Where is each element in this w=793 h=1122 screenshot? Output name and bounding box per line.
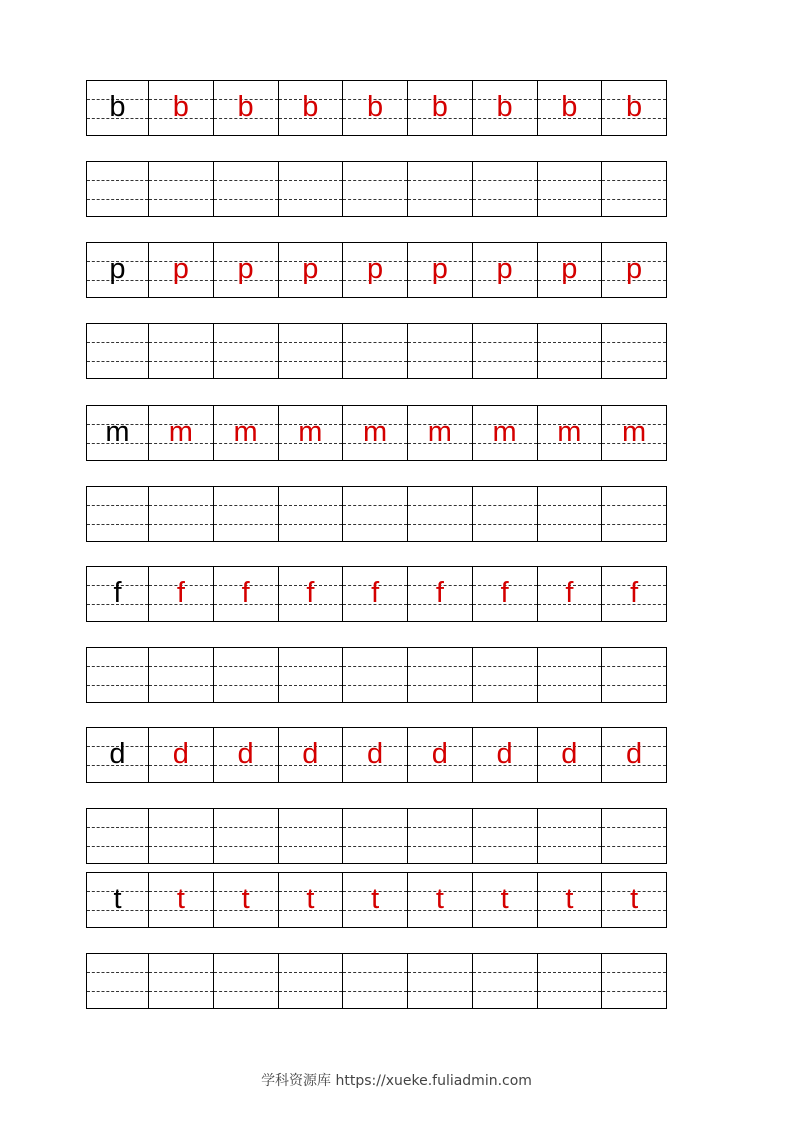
trace-letter: p: [172, 252, 189, 285]
model-letter: m: [105, 415, 130, 448]
practice-cell[interactable]: [278, 406, 343, 460]
trace-letter: [473, 487, 537, 541]
practice-cell[interactable]: [537, 81, 602, 135]
footer-watermark: 学科资源库 https://xueke.fuliadmin.com: [261, 1073, 532, 1089]
trace-letter: b: [172, 90, 189, 123]
model-letter: [87, 324, 148, 378]
trace-letter: m: [298, 415, 323, 448]
practice-cell[interactable]: [342, 406, 407, 460]
model-cell[interactable]: [87, 567, 148, 621]
practice-cell[interactable]: [148, 728, 213, 782]
practice-cell[interactable]: [601, 324, 666, 378]
practice-cell[interactable]: [148, 487, 213, 541]
trace-letter: [538, 324, 602, 378]
letter-row-p: [86, 242, 667, 298]
practice-cell[interactable]: [213, 567, 278, 621]
practice-cell[interactable]: [472, 648, 537, 702]
trace-letter: f: [371, 576, 380, 609]
practice-cell[interactable]: [601, 809, 666, 863]
trace-letter: [538, 162, 602, 216]
practice-cell[interactable]: [601, 162, 666, 216]
trace-letter: m: [427, 415, 452, 448]
trace-letter: [214, 162, 278, 216]
trace-letter: [343, 954, 407, 1008]
practice-cell[interactable]: [472, 243, 537, 297]
trace-letter: b: [431, 90, 448, 123]
trace-letter: d: [302, 737, 319, 770]
practice-cell[interactable]: [601, 487, 666, 541]
practice-cell[interactable]: [342, 243, 407, 297]
trace-letter: [602, 954, 666, 1008]
practice-cell[interactable]: [342, 648, 407, 702]
practice-cell[interactable]: [407, 954, 472, 1008]
letter-row-t: [86, 872, 667, 928]
practice-cell[interactable]: [472, 728, 537, 782]
trace-letter: [149, 324, 213, 378]
practice-cell[interactable]: [148, 406, 213, 460]
practice-cell[interactable]: [342, 809, 407, 863]
practice-cell[interactable]: [537, 954, 602, 1008]
trace-letter: m: [233, 415, 258, 448]
trace-letter: p: [367, 252, 384, 285]
practice-cell[interactable]: [342, 162, 407, 216]
trace-letter: [149, 648, 213, 702]
practice-cell[interactable]: [213, 954, 278, 1008]
practice-cell[interactable]: [407, 728, 472, 782]
practice-cell[interactable]: [148, 162, 213, 216]
practice-cell[interactable]: [537, 324, 602, 378]
trace-letter: [343, 648, 407, 702]
trace-letter: m: [622, 415, 647, 448]
trace-letter: [473, 954, 537, 1008]
trace-letter: m: [492, 415, 517, 448]
practice-cell[interactable]: [278, 81, 343, 135]
blank-practice-row: [86, 647, 667, 703]
trace-letter: [408, 809, 472, 863]
model-letter: p: [109, 252, 126, 285]
practice-cell[interactable]: [472, 567, 537, 621]
trace-letter: [343, 487, 407, 541]
practice-cell[interactable]: [472, 324, 537, 378]
trace-letter: t: [176, 882, 185, 915]
trace-letter: b: [367, 90, 384, 123]
trace-letter: [279, 324, 343, 378]
practice-cell[interactable]: [278, 954, 343, 1008]
practice-cell[interactable]: [278, 728, 343, 782]
model-letter: d: [109, 737, 126, 770]
model-letter: [87, 954, 148, 1008]
model-cell[interactable]: [87, 728, 148, 782]
trace-letter: b: [302, 90, 319, 123]
practice-cell[interactable]: [472, 406, 537, 460]
practice-cell[interactable]: [472, 487, 537, 541]
trace-letter: [149, 487, 213, 541]
letter-row-m: [86, 405, 667, 461]
practice-cell[interactable]: [537, 873, 602, 927]
trace-letter: [279, 487, 343, 541]
trace-letter: m: [168, 415, 193, 448]
practice-cell[interactable]: [601, 648, 666, 702]
practice-cell[interactable]: [537, 809, 602, 863]
practice-cell[interactable]: [148, 243, 213, 297]
trace-letter: t: [306, 882, 315, 915]
practice-cell[interactable]: [342, 567, 407, 621]
model-letter: [87, 162, 148, 216]
trace-letter: [343, 162, 407, 216]
practice-cell[interactable]: [407, 324, 472, 378]
trace-letter: d: [626, 737, 643, 770]
trace-letter: f: [565, 576, 574, 609]
letter-row-b: [86, 80, 667, 136]
practice-cell[interactable]: [407, 81, 472, 135]
practice-cell[interactable]: [278, 243, 343, 297]
practice-cell[interactable]: [407, 406, 472, 460]
practice-cell[interactable]: [213, 243, 278, 297]
trace-letter: t: [565, 882, 574, 915]
model-cell[interactable]: [87, 406, 148, 460]
letter-row-f: [86, 566, 667, 622]
trace-letter: [149, 954, 213, 1008]
practice-cell[interactable]: [407, 648, 472, 702]
trace-letter: [279, 648, 343, 702]
practice-cell[interactable]: [213, 648, 278, 702]
practice-cell[interactable]: [537, 406, 602, 460]
trace-letter: d: [496, 737, 513, 770]
model-cell[interactable]: [87, 954, 148, 1008]
trace-letter: d: [561, 737, 578, 770]
practice-cell[interactable]: [537, 728, 602, 782]
trace-letter: [149, 162, 213, 216]
practice-cell[interactable]: [407, 809, 472, 863]
trace-letter: [473, 162, 537, 216]
trace-letter: p: [496, 252, 513, 285]
trace-letter: p: [302, 252, 319, 285]
practice-cell[interactable]: [537, 162, 602, 216]
practice-cell[interactable]: [148, 648, 213, 702]
practice-cell[interactable]: [601, 873, 666, 927]
trace-letter: [538, 487, 602, 541]
trace-letter: d: [431, 737, 448, 770]
practice-cell[interactable]: [278, 873, 343, 927]
practice-cell[interactable]: [537, 648, 602, 702]
practice-cell[interactable]: [213, 809, 278, 863]
trace-letter: [343, 324, 407, 378]
practice-cell[interactable]: [342, 487, 407, 541]
practice-cell[interactable]: [342, 81, 407, 135]
trace-letter: [279, 954, 343, 1008]
practice-cell[interactable]: [407, 243, 472, 297]
practice-cell[interactable]: [278, 809, 343, 863]
practice-cell[interactable]: [601, 243, 666, 297]
practice-cell[interactable]: [213, 728, 278, 782]
model-cell[interactable]: [87, 81, 148, 135]
trace-letter: m: [363, 415, 388, 448]
practice-cell[interactable]: [278, 162, 343, 216]
trace-letter: [214, 954, 278, 1008]
trace-letter: t: [371, 882, 380, 915]
trace-letter: b: [496, 90, 513, 123]
trace-letter: b: [626, 90, 643, 123]
trace-letter: b: [561, 90, 578, 123]
practice-cell[interactable]: [213, 324, 278, 378]
trace-letter: [602, 487, 666, 541]
trace-letter: [538, 954, 602, 1008]
trace-letter: [473, 648, 537, 702]
blank-practice-row: [86, 161, 667, 217]
model-letter: t: [113, 882, 122, 915]
trace-letter: t: [630, 882, 639, 915]
trace-letter: [602, 809, 666, 863]
practice-cell[interactable]: [407, 487, 472, 541]
practice-cell[interactable]: [213, 81, 278, 135]
practice-cell[interactable]: [278, 324, 343, 378]
practice-cell[interactable]: [472, 954, 537, 1008]
practice-cell[interactable]: [601, 728, 666, 782]
practice-cell[interactable]: [472, 809, 537, 863]
trace-letter: f: [435, 576, 444, 609]
practice-cell[interactable]: [213, 873, 278, 927]
trace-letter: [602, 324, 666, 378]
practice-cell[interactable]: [213, 406, 278, 460]
trace-letter: d: [237, 737, 254, 770]
trace-letter: f: [500, 576, 509, 609]
trace-letter: [149, 809, 213, 863]
trace-letter: f: [306, 576, 315, 609]
practice-cell[interactable]: [278, 648, 343, 702]
blank-practice-row: [86, 953, 667, 1009]
model-letter: [87, 809, 148, 863]
trace-letter: t: [241, 882, 250, 915]
practice-cell[interactable]: [278, 567, 343, 621]
practice-cell[interactable]: [472, 81, 537, 135]
model-cell[interactable]: [87, 648, 148, 702]
model-cell[interactable]: [87, 873, 148, 927]
trace-letter: [538, 809, 602, 863]
model-cell[interactable]: [87, 487, 148, 541]
trace-letter: p: [626, 252, 643, 285]
blank-practice-row: [86, 323, 667, 379]
trace-letter: p: [431, 252, 448, 285]
blank-practice-row: [86, 808, 667, 864]
practice-cell[interactable]: [537, 487, 602, 541]
practice-cell[interactable]: [148, 873, 213, 927]
trace-letter: [214, 648, 278, 702]
trace-letter: [279, 809, 343, 863]
trace-letter: d: [367, 737, 384, 770]
practice-cell[interactable]: [278, 487, 343, 541]
practice-cell[interactable]: [148, 954, 213, 1008]
model-letter: b: [109, 90, 126, 123]
model-letter: [87, 487, 148, 541]
practice-cell[interactable]: [148, 81, 213, 135]
practice-cell[interactable]: [213, 487, 278, 541]
model-cell[interactable]: [87, 809, 148, 863]
practice-cell[interactable]: [537, 567, 602, 621]
practice-cell[interactable]: [213, 162, 278, 216]
blank-practice-row: [86, 486, 667, 542]
practice-cell[interactable]: [342, 728, 407, 782]
trace-letter: m: [557, 415, 582, 448]
trace-letter: [602, 648, 666, 702]
practice-cell[interactable]: [601, 567, 666, 621]
trace-letter: [602, 162, 666, 216]
trace-letter: [473, 809, 537, 863]
trace-letter: t: [435, 882, 444, 915]
trace-letter: [408, 487, 472, 541]
trace-letter: d: [172, 737, 189, 770]
practice-cell[interactable]: [407, 873, 472, 927]
letter-row-d: [86, 727, 667, 783]
trace-letter: [214, 487, 278, 541]
practice-cell[interactable]: [342, 324, 407, 378]
practice-cell[interactable]: [148, 567, 213, 621]
trace-letter: f: [630, 576, 639, 609]
practice-cell[interactable]: [537, 243, 602, 297]
trace-letter: f: [241, 576, 250, 609]
model-cell[interactable]: [87, 243, 148, 297]
trace-letter: [408, 954, 472, 1008]
trace-letter: [279, 162, 343, 216]
trace-letter: b: [237, 90, 254, 123]
trace-letter: [408, 324, 472, 378]
trace-letter: [473, 324, 537, 378]
practice-cell[interactable]: [407, 567, 472, 621]
trace-letter: [408, 648, 472, 702]
practice-cell[interactable]: [342, 954, 407, 1008]
trace-letter: [538, 648, 602, 702]
trace-letter: f: [176, 576, 185, 609]
practice-cell[interactable]: [407, 162, 472, 216]
model-letter: f: [113, 576, 122, 609]
model-letter: [87, 648, 148, 702]
practice-cell[interactable]: [342, 873, 407, 927]
trace-letter: p: [561, 252, 578, 285]
practice-cell[interactable]: [601, 81, 666, 135]
practice-cell[interactable]: [601, 954, 666, 1008]
trace-letter: [343, 809, 407, 863]
practice-cell[interactable]: [148, 809, 213, 863]
model-cell[interactable]: [87, 324, 148, 378]
practice-cell[interactable]: [472, 162, 537, 216]
practice-cell[interactable]: [148, 324, 213, 378]
trace-letter: [214, 809, 278, 863]
trace-letter: [214, 324, 278, 378]
trace-letter: [408, 162, 472, 216]
trace-letter: t: [500, 882, 509, 915]
trace-letter: p: [237, 252, 254, 285]
practice-cell[interactable]: [472, 873, 537, 927]
model-cell[interactable]: [87, 162, 148, 216]
practice-cell[interactable]: [601, 406, 666, 460]
